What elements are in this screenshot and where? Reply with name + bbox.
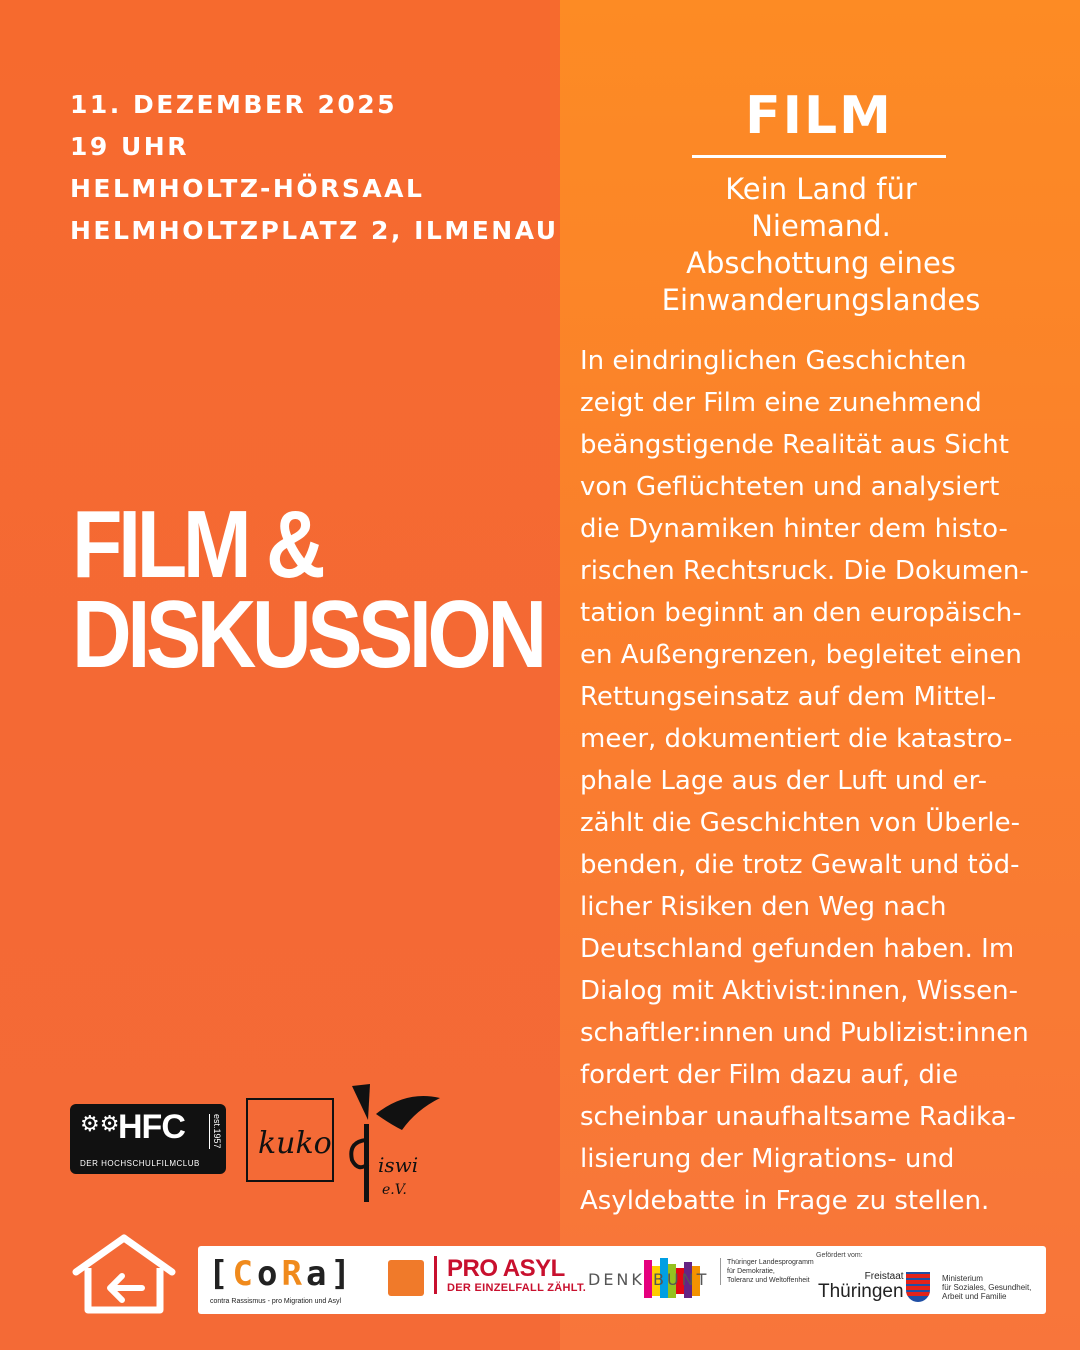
organizer-logos (70, 1080, 450, 1210)
denkbunt-text: DENK BUNT (588, 1270, 710, 1289)
cora-logo: [CoRa] (208, 1254, 355, 1294)
divider (692, 155, 946, 158)
iswi-logo (346, 1080, 442, 1205)
film-title: Kein Land für Niemand. Abschottung eines Einwanderungslandes (661, 172, 981, 317)
film-label: FILM (745, 86, 893, 146)
film-description: In eindringlichen Geschichten zeigt der Film eine zunehmend beängstigende Realität aus Sicht von Geflüchteten und analysiert die Dynamiken hinter dem histo- rischen Rechtsruck. Die Dokumen- tation beginnt an den europäisch- en Außengrenzen, begleitet einen Rettungseinsatz auf dem Mittel- meer, dokumentiert die katastro- phale Lage aus der Luft und er- zählt die Geschichten von Überle- benden, die trotz Gewalt und töd- licher Risiken den Weg nach Deutschland gefunden haben. Im Dialog mit Aktivist:innen, Wissen- schaftler:innen und Publizist:innen fordert der Film dazu auf, die scheinbar unaufhaltsame Radika- lisierung der Migrations- und Asyldebatte in Frage zu stellen. (580, 346, 1029, 1216)
hfc-est: est.1957 (209, 1114, 222, 1149)
thueringen-label: Thüringen (818, 1281, 904, 1302)
house-small-icon (388, 1260, 424, 1296)
denkbunt-logo (588, 1256, 718, 1302)
proasyl-logo (434, 1256, 586, 1294)
proasyl-title: PRO ASYL (447, 1255, 565, 1282)
kuko-logo (246, 1098, 334, 1182)
kuko-text: kuko (258, 1126, 332, 1161)
svg-text:e.V.: e.V. (382, 1182, 407, 1198)
hfc-logo (70, 1104, 226, 1174)
landesprogramm-text: Thüringer Landesprogramm für Demokratie, Toleranz und Weltoffenheit (720, 1258, 817, 1285)
hfc-abbr: HFC (118, 1108, 185, 1146)
event-venue: HELMHOLTZ-HÖRSAAL (70, 174, 425, 203)
ministerium-text: Ministerium für Soziales, Gesundheit, Arbeit und Familie (942, 1274, 1032, 1301)
thuringia-crest-icon (906, 1272, 930, 1302)
film-reel-icon: ⚙⚙ (80, 1112, 120, 1137)
headline (72, 491, 543, 688)
event-info (70, 84, 559, 252)
cora-subtitle: contra Rassismus - pro Migration und Asyl (210, 1298, 342, 1305)
hfc-subtitle: DER HOCHSCHULFILMCLUB (80, 1159, 200, 1168)
funded-by-label: Gefördert vom: (816, 1252, 863, 1259)
headline-line-1: FILM & (72, 491, 322, 598)
svg-text:iswi: iswi (378, 1153, 419, 1177)
proasyl-subtitle: DER EINZELFALL ZÄHLT. (447, 1282, 587, 1294)
event-address: HELMHOLTZPLATZ 2, ILMENAU (70, 216, 559, 245)
sponsor-logos (198, 1246, 1046, 1314)
freistaat-label: Freistaat (864, 1271, 904, 1282)
event-time: 19 UHR (70, 132, 189, 161)
headline-line-2: DISKUSSION (72, 581, 543, 688)
freistaat-thueringen (818, 1272, 904, 1302)
event-date: 11. DEZEMBER 2025 (70, 90, 398, 119)
house-arrow-icon (70, 1232, 178, 1316)
